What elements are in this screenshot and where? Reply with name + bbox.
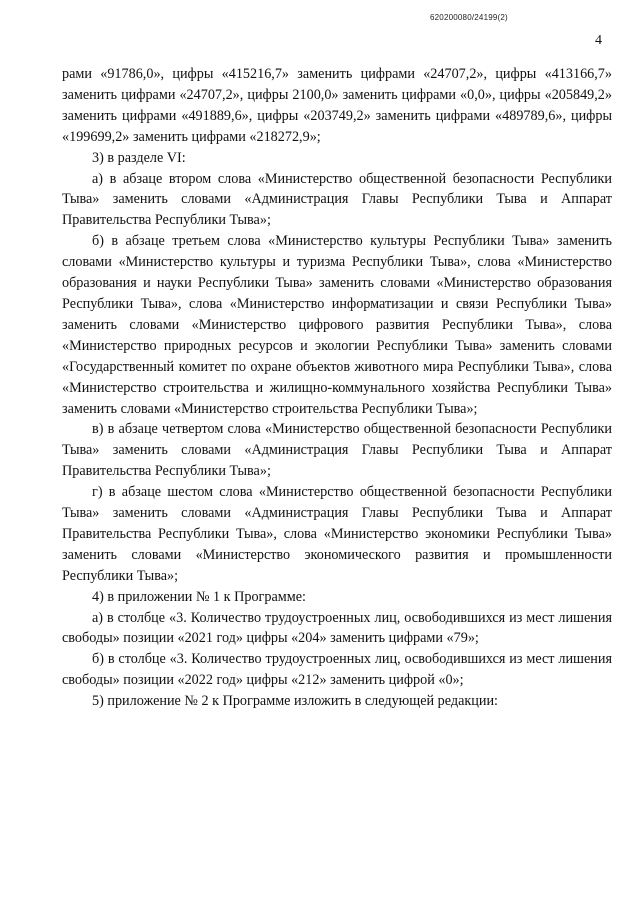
paragraph-continuation: рами «91786,0», цифры «415216,7» заменить цифрами «24707,2», цифры «413166,7» заменить цифрами «24707,2», цифры 2100,0» заменить цифрами «0,0», цифры «205849,2» заменить цифрами «491889,6», цифры «203749,2» заменить цифрами «489789,6», цифры «199699,2» заменить цифрами «218272,9»; [62,66,612,145]
paragraph-appendix-2: 5) приложение № 2 к Программе изложить в следующей редакции: [92,693,498,710]
paragraph-appendix-1: 4) в приложении № 1 к Программе: [92,588,306,605]
paragraph-item-a: а) в абзаце втором слова «Министерство общественной безопасности Республики Тыва» заменить словами «Администрация Главы Республики Тыва и Аппарат Правительства Республики Тыва»; [62,170,612,229]
document-id: 620200080/24199(2) [430,13,508,22]
document-body [62,64,612,712]
paragraph-section-vi: 3) в разделе VI: [92,149,186,166]
paragraph-item-v: в) в абзаце четвертом слова «Министерство общественной безопасности Республики Тыва» заменить словами «Администрация Главы Республики Тыва и Аппарат Правительства Республики Тыва»; [62,421,612,480]
paragraph-appendix-1-a: а) в столбце «3. Количество трудоустроенных лиц, освободившихся из мест лишения свободы» позиции «2021 год» цифры «204» заменить цифрами «79»; [62,609,612,647]
page-number: 4 [595,33,602,48]
paragraph-appendix-1-b: б) в столбце «3. Количество трудоустроенных лиц, освободившихся из мест лишения свободы» позиции «2022 год» цифры «212» заменить цифрой «0»; [62,651,612,689]
paragraph-item-b: б) в абзаце третьем слова «Министерство культуры Республики Тыва» заменить словами «Министерство культуры и туризма Республики Тыва», слова «Министерство образования и науки Республики Тыва» заменить словами «Министерство образования Республики Тыва», слова «Министерство информатизации и связи Республики Тыва» заменить словами «Министерство цифрового развития Республики Тыва», слова «Министерство природных ресурсов и экологии Республики Тыва» заменить словами «Государственный комитет по охране объектов животного мира Республики Тыва», слова «Министерство строительства и жилищно-коммунального хозяйства Республики Тыва» заменить словами «Министерство строительства Республики Тыва»; [62,233,612,417]
paragraph-item-g: г) в абзаце шестом слова «Министерство общественной безопасности Республики Тыва» заменить словами «Администрация Главы Республики Тыва и Аппарат Правительства Республики Тыва», слова «Министерство экономики Республики Тыва» заменить словами «Министерство экономического развития и промышленности Республики Тыва»; [62,484,612,584]
